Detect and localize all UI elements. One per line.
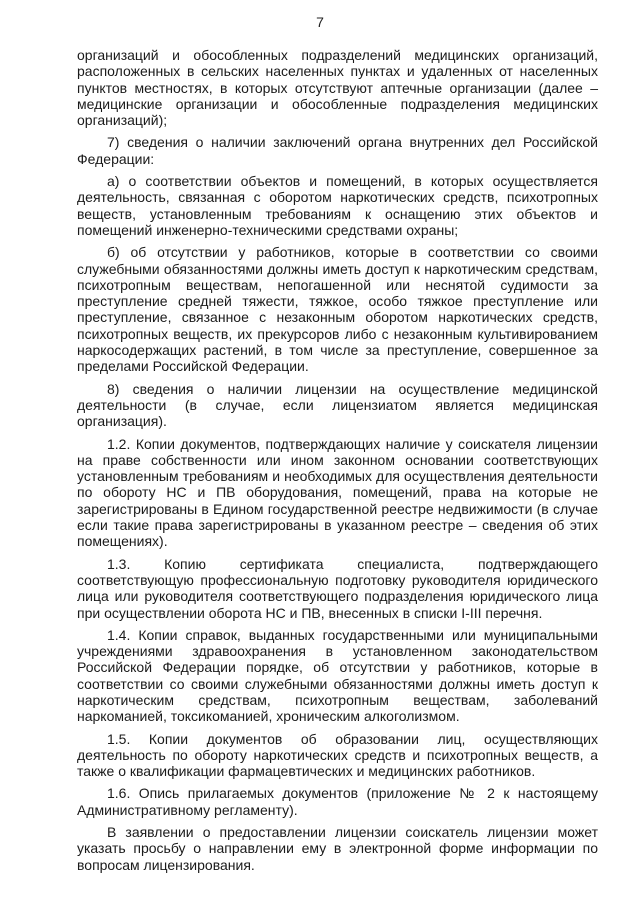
paragraph-item-7: 7) сведения о наличии заключений органа внутренних дел Российской Федерации: <box>77 134 598 167</box>
paragraph-1-3: 1.3. Копию сертификата специалиста, подтверждающего соответствующую профессиональную подготовку руководителя юридического лица или руководителя соответствующего подразделения юридического лица при осуществлении оборота НС и ПВ, внесенных в списки I-III перечня. <box>77 555 598 621</box>
page-number: 7 <box>316 14 324 30</box>
paragraph-continuation: организаций и обособленных подразделений медицинских организаций, расположенных в сельских населенных пунктах и удаленных от населенных пунктов местностях, в которых отсутствуют аптечные организации (далее – медицинские организации и обособленные подразделения медицинских организаций); <box>77 47 598 129</box>
paragraph-subitem-b: б) об отсутствии у работников, которые в соответствии со своими служебными обязанностями должны иметь доступ к наркотическим средствам, психотропным веществам, непогашенной или неснятой судимости за преступление средней тяжести, тяжкое, особо тяжкое преступление или преступление, связанное с незаконным оборотом наркотических средств, психотропных веществ, их прекурсоров либо с незаконным культивированием наркосодержащих растений, в том числе за преступление, совершенное за пределами Российской Федерации. <box>77 244 598 375</box>
paragraph-1-6: 1.6. Опись прилагаемых документов (приложение № 2 к настоящему Административному регламенту). <box>77 785 598 818</box>
paragraph-1-5: 1.5. Копии документов об образовании лиц, осуществляющих деятельность по обороту наркотических средств и психотропных веществ, а также о квалификации фармацевтических и медицинских работников. <box>77 730 598 780</box>
paragraph-subitem-a: а) о соответствии объектов и помещений, в которых осуществляется деятельность, связанная с оборотом наркотических средств, психотропных веществ, установленным требованиям к оснащению этих объектов и помещений инженерно-техническими средствами охраны; <box>77 173 598 238</box>
document-body <box>77 47 598 879</box>
paragraph-final: В заявлении о предоставлении лицензии соискатель лицензии может указать просьбу о направлении ему в электронной форме информации по вопросам лицензирования. <box>77 824 598 873</box>
paragraph-1-4: 1.4. Копии справок, выданных государственными или муниципальными учреждениями здравоохранения в установленном законодательством Российской Федерации порядке, об отсутствии у работников, которые в соответствии со своими служебными обязанностями должны иметь доступ к наркотическим средствам, психотропным веществам, заболеваний наркоманией, токсикоманией, хроническим алкоголизмом. <box>77 626 598 725</box>
paragraph-1-2: 1.2. Копии документов, подтверждающих наличие у соискателя лицензии на праве собственности или ином законном основании соответствующих установленным требованиям и необходимых для осуществления деятельности по обороту НС и ПВ оборудования, помещений, права на которые не зарегистрированы в Едином государственной реестре недвижимости (в случае если такие права зарегистрированы в указанном реестре – сведения об этих помещениях). <box>77 435 598 550</box>
paragraph-item-8: 8) сведения о наличии лицензии на осуществление медицинской деятельности (в случае, если лицензиатом является медицинская организация). <box>77 380 598 430</box>
